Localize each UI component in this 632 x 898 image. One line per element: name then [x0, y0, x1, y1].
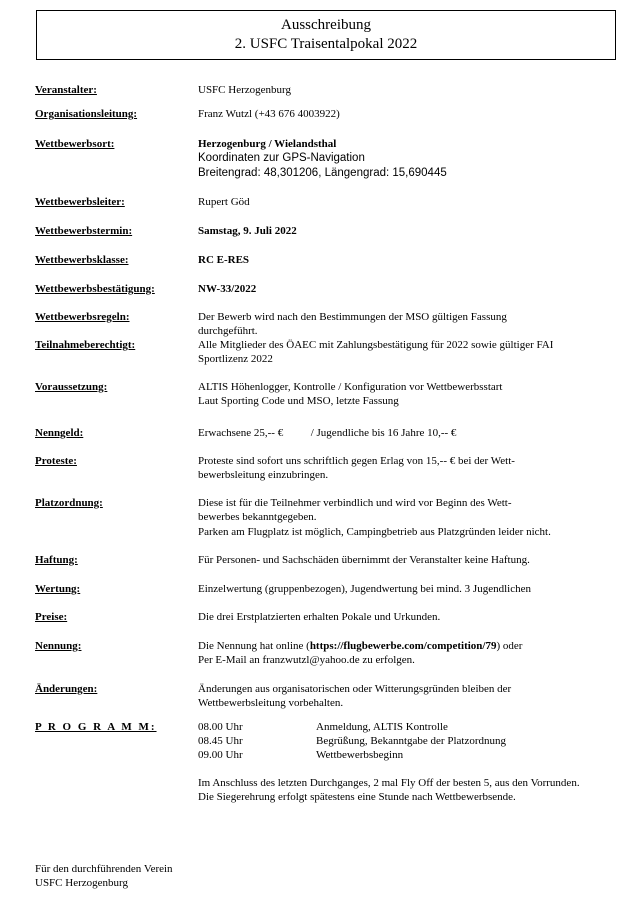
label-bestaetigung: Wettbewerbsbestätigung: [35, 283, 155, 295]
value-nenngeld [198, 426, 623, 440]
value-veranstalter: USFC Herzogenburg [198, 84, 291, 96]
programm-note-2: Die Siegerehrung erfolgt spätestens eine Stunde nach Wettbewerbsende. [198, 791, 516, 804]
platzordnung-line-1: Diese ist für die Teilnehmer verbindlich und wird vor Beginn des Wett- [198, 497, 512, 509]
programm-time: 08.00 Uhr [198, 721, 243, 733]
programm-time: 08.45 Uhr [198, 735, 243, 747]
title-box [36, 10, 616, 60]
ort-name: Herzogenburg / Wielandsthal [198, 138, 337, 150]
teilnahme-line-2: Sportlizenz 2022 [198, 353, 273, 366]
label-preise: Preise: [35, 611, 68, 623]
label-nennung: Nennung: [35, 640, 82, 652]
programm-notes-text [198, 776, 623, 805]
value-teilnahme [198, 338, 623, 367]
label-proteste: Proteste: [35, 455, 77, 467]
nennung-url-link[interactable]: https://flugbewerbe.com/competition/79 [309, 640, 497, 652]
value-platzordnung [198, 496, 623, 539]
value-ort [198, 137, 623, 181]
document-title: Ausschreibung [281, 17, 371, 33]
footer-line-2: USFC Herzogenburg [35, 877, 128, 890]
programm-desc: Wettbewerbsbeginn [316, 749, 404, 761]
label-ort: Wettbewerbsort: [35, 138, 115, 150]
value-proteste [198, 454, 623, 483]
label-aenderungen: Änderungen: [35, 683, 98, 695]
programm-schedule [198, 720, 623, 762]
label-programm: P R O G R A M M: [35, 721, 157, 733]
programm-desc: Begrüßung, Bekanntgabe der Platzordnung [316, 735, 507, 747]
voraussetzung-line-2: Laut Sporting Code und MSO, letzte Fassung [198, 395, 399, 408]
ort-coordinates: Breitengrad: 48,301206, Längengrad: 15,690445 [198, 167, 447, 180]
label-voraussetzung: Voraussetzung: [35, 381, 108, 393]
label-veranstalter: Veranstalter: [35, 84, 97, 96]
programm-item [198, 748, 623, 762]
value-aenderungen [198, 682, 623, 711]
proteste-line-1: Proteste sind sofort uns schriftlich gegen Erlag von 15,-- € bei der Wett- [198, 455, 515, 467]
value-regeln [198, 310, 623, 339]
value-leiter: Rupert Göd [198, 196, 250, 208]
label-teilnahme: Teilnahmeberechtigt: [35, 339, 136, 351]
value-organisation: Franz Wutzl (+43 676 4003922) [198, 108, 340, 120]
aenderungen-line-2: Wettbewerbsleitung vorbehalten. [198, 697, 344, 710]
footer-signature [35, 862, 173, 891]
value-voraussetzung [198, 380, 623, 409]
programm-note-1: Im Anschluss des letzten Durchganges, 2 mal Fly Off der besten 5, aus den Vorrunden. [198, 777, 580, 789]
aenderungen-line-1: Änderungen aus organisatorischen oder Witterungsgründen bleiben der [198, 683, 512, 695]
label-haftung: Haftung: [35, 554, 78, 566]
programm-item [198, 734, 623, 748]
nennung-intro: Die Nennung hat online ( [198, 640, 310, 652]
value-klasse: RC E-RES [198, 254, 250, 266]
nenngeld-youth: / Jugendliche bis 16 Jahre 10,-- € [310, 427, 457, 439]
footer-line-1: Für den durchführenden Verein [35, 863, 173, 875]
label-organisation: Organisationsleitung: [35, 108, 138, 120]
platzordnung-line-3: Parken am Flugplatz ist möglich, Campingbetrieb aus Platzgründen leider nicht. [198, 525, 551, 538]
document-subtitle: 2. USFC Traisentalpokal 2022 [234, 36, 418, 52]
programm-time: 09.00 Uhr [198, 749, 243, 761]
label-klasse: Wettbewerbsklasse: [35, 254, 129, 266]
nennung-email: Per E-Mail an franzwutzl@yahoo.de zu erfolgen. [198, 654, 415, 667]
teilnahme-line-1: Alle Mitglieder des ÖAEC mit Zahlungsbestätigung für 2022 sowie gültiger FAI [198, 339, 554, 351]
label-nenngeld: Nenngeld: [35, 427, 84, 439]
platzordnung-line-2: bewerbes bekanntgegeben. [198, 511, 317, 524]
nennung-outro: ) oder [496, 640, 523, 652]
label-leiter: Wettbewerbsleiter: [35, 196, 125, 208]
regeln-line-2: durchgeführt. [198, 325, 258, 338]
label-regeln: Wettbewerbsregeln: [35, 311, 130, 323]
value-bestaetigung: NW-33/2022 [198, 283, 257, 295]
value-wertung: Einzelwertung (gruppenbezogen), Jugendwertung bei mind. 3 Jugendlichen [198, 583, 531, 595]
value-termin: Samstag, 9. Juli 2022 [198, 225, 297, 237]
value-haftung: Für Personen- und Sachschäden übernimmt der Veranstalter keine Haftung. [198, 554, 530, 566]
label-platzordnung: Platzordnung: [35, 497, 103, 509]
ort-gps-note: Koordinaten zur GPS-Navigation [198, 152, 365, 165]
value-nennung [198, 639, 623, 668]
label-termin: Wettbewerbstermin: [35, 225, 133, 237]
value-preise: Die drei Erstplatzierten erhalten Pokale und Urkunden. [198, 611, 441, 623]
label-wertung: Wertung: [35, 583, 81, 595]
proteste-line-2: bewerbsleitung einzubringen. [198, 469, 329, 482]
programm-item [198, 720, 623, 734]
regeln-line-1: Der Bewerb wird nach den Bestimmungen der MSO gültigen Fassung [198, 311, 507, 323]
programm-desc: Anmeldung, ALTIS Kontrolle [316, 721, 448, 733]
nenngeld-adults: Erwachsene 25,-- € [198, 427, 284, 439]
voraussetzung-line-1: ALTIS Höhenlogger, Kontrolle / Konfiguration vor Wettbewerbsstart [198, 381, 503, 393]
